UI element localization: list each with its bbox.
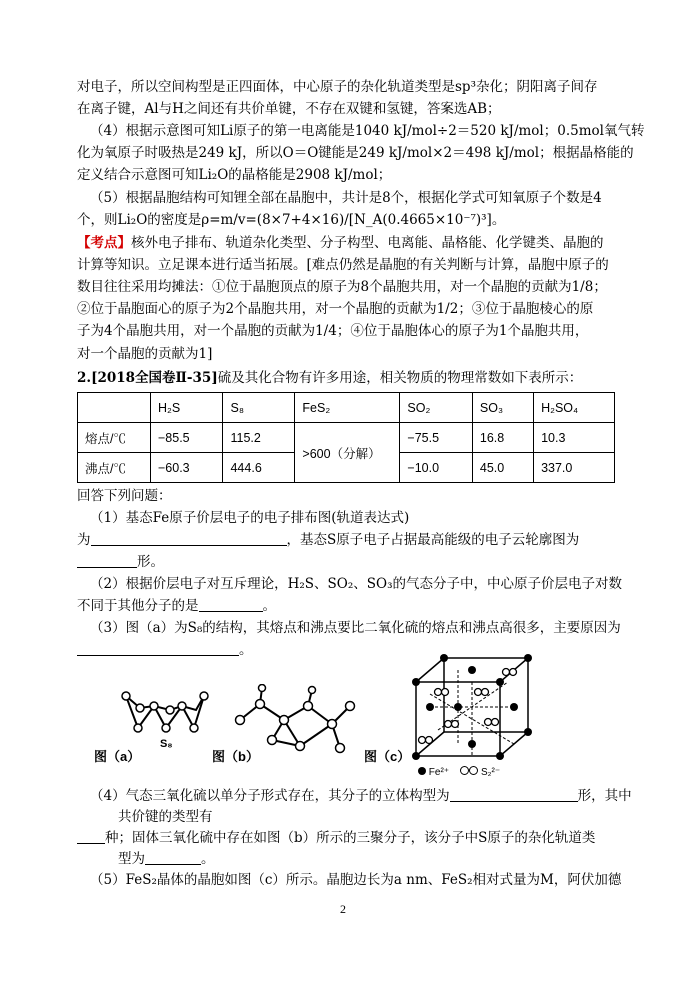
table-cell: 沸点/℃ xyxy=(78,453,151,483)
q1-line-c xyxy=(77,552,164,572)
answer-blank[interactable] xyxy=(145,850,201,865)
text-line-1: 对电子，所以空间构型是正四面体，中心原子的杂化轨道类型是sp³杂化；阴阳离子间存 xyxy=(77,79,598,95)
question-number: 2.[2018全国卷Ⅱ-35] xyxy=(77,370,218,386)
table-cell: H₂SO₄ xyxy=(534,393,615,423)
question-intro: 硫及其化合物有许多用途，相关物质的物理常数如下表所示： xyxy=(217,370,583,386)
table-cell xyxy=(78,393,151,423)
figure-a-label: 图（a） xyxy=(94,749,141,764)
page-number: 2 xyxy=(340,902,346,916)
table-cell: 444.6 xyxy=(223,453,295,483)
table-cell: S₈ xyxy=(223,393,295,423)
legend-s: S₂²⁻ xyxy=(480,767,501,778)
text-line-4: 化为氧原子时吸热是249 kJ，所以O＝O键能是249 kJ/mol×2＝498 kJ/mol；根据晶格能的 xyxy=(77,145,634,161)
s-ion-icon xyxy=(469,766,478,775)
table-cell: 337.0 xyxy=(534,453,615,483)
table-cell: 10.3 xyxy=(534,423,615,453)
kaodian-text: 核外电子排布、轨道杂化类型、分子构型、电离能、晶格能、化学键类、晶胞的 xyxy=(131,235,604,251)
table-cell: −60.3 xyxy=(151,453,223,483)
q2-text: 。 xyxy=(262,598,276,614)
text-line-7: 个，则Li₂O的密度是ρ=m/v=(8×7+4×16)/[N_A(0.4665×10⁻⁷)³]。 xyxy=(77,212,506,228)
q4-text: 型为 xyxy=(118,851,145,867)
q2-line-a: （2）根据价层电子对互斥理论，H₂S、SO₂、SO₃的气态分子中，中心原子价层电子对数 xyxy=(90,576,622,592)
q1-line-a: （1）基态Fe原子价层电子的电子排布图(轨道表达式) xyxy=(90,510,410,526)
table-cell: H₂S xyxy=(151,393,223,423)
q4-text: 形，其中 xyxy=(577,788,632,804)
table-cell: 45.0 xyxy=(472,453,533,483)
text-line-2: 在离子键，Al与H之间还有共价单键，不存在双键和氢键，答案选AB； xyxy=(77,101,501,117)
table-cell: SO₃ xyxy=(472,393,533,423)
table-cell: 115.2 xyxy=(223,423,295,453)
q1-line-b xyxy=(77,530,579,550)
table-cell: 熔点/℃ xyxy=(78,423,151,453)
q4-line-d xyxy=(118,849,215,869)
kaodian-line-4: ②位于晶胞面心的原子为2个晶胞共用，对一个晶胞的贡献为1/2；③位于晶胞棱心的原 xyxy=(77,301,594,317)
answer-intro: 回答下列问题： xyxy=(77,488,172,504)
kaodian-line-6: 对一个晶胞的贡献为1] xyxy=(77,346,213,362)
q3-text: 。 xyxy=(239,642,253,658)
table-cell-merged: >600（分解） xyxy=(295,423,400,483)
table-cell: SO₂ xyxy=(400,393,472,423)
table-cell: −10.0 xyxy=(400,453,472,483)
kaodian-line-2: 计算等知识。立足课本进行适当拓展。[难点仍然是晶胞的有关判断与计算，晶胞中原子的 xyxy=(77,257,609,273)
figure-a-sub: S₈ xyxy=(160,738,173,750)
legend-fe: Fe²⁺ xyxy=(428,767,450,778)
text-line-3: （4）根据示意图可知Li原子的第一电离能是1040 kJ/mol÷2＝520 kJ/mol；0.5mol氧气转 xyxy=(90,123,645,139)
table-cell: −75.5 xyxy=(400,423,472,453)
q1-text: ，基态S原子电子占据最高能级的电子云轮廓图为 xyxy=(286,532,580,548)
kaodian-line-5: 子为4个晶胞共用，对一个晶胞的贡献为1/4；④位于晶胞体心的原子为1个晶胞共用， xyxy=(77,323,589,339)
q2-text: 不同于其他分子的是 xyxy=(77,598,199,614)
figure-c-label: 图（c） xyxy=(364,749,411,764)
answer-blank[interactable] xyxy=(77,553,137,568)
q4-text: （4）气态三氧化硫以单分子形式存在，其分子的立体构型为 xyxy=(90,788,450,804)
q3-line-b xyxy=(77,640,253,660)
kaodian-line-1 xyxy=(77,233,604,253)
answer-blank[interactable] xyxy=(91,531,287,546)
q4-line-a xyxy=(90,786,632,806)
q1-text: 形。 xyxy=(137,554,164,570)
figure-b-label: 图（b） xyxy=(212,749,259,764)
text-line-6: （5）根据晶胞结构可知锂全部在晶胞中，共计是8个，根据化学式可知氧原子个数是4 xyxy=(90,190,602,206)
table-row-melting xyxy=(78,423,615,453)
fe-ion-icon xyxy=(418,767,426,775)
table-cell: 16.8 xyxy=(472,423,533,453)
answer-blank[interactable] xyxy=(450,787,578,802)
table-cell: FeS₂ xyxy=(295,393,400,423)
kaodian-line-3: 数目往往采用均摊法：①位于晶胞顶点的原子为8个晶胞共用，对一个晶胞的贡献为1/8； xyxy=(77,279,607,295)
physical-constants-table xyxy=(77,392,615,483)
q1-text: 为 xyxy=(77,532,91,548)
figure-c-legend xyxy=(418,766,500,778)
figure-a-s8-ring xyxy=(120,688,210,738)
text-line-5: 定义结合示意图可知Li₂O的晶格能是2908 kJ/mol； xyxy=(77,167,392,183)
answer-blank[interactable] xyxy=(77,641,239,656)
answer-blank[interactable] xyxy=(77,829,105,844)
q4-text: 种；固体三氧化硫中存在如图（b）所示的三聚分子，该分子中S原子的杂化轨道类 xyxy=(105,830,596,846)
q4-text: 。 xyxy=(201,851,215,867)
figure-c-fes2-unit-cell xyxy=(408,652,538,760)
answer-blank[interactable] xyxy=(199,597,263,612)
q5-line: （5）FeS₂晶体的晶胞如图（c）所示。晶胞边长为a nm、FeS₂相对式量为M，阿伏加德 xyxy=(90,872,622,888)
q3-line-a: （3）图（a）为S₈的结构，其熔点和沸点要比二氧化硫的熔点和沸点高很多，主要原因为 xyxy=(90,620,621,636)
q4-line-b: 共价键的类型有 xyxy=(118,809,213,825)
table-header-row xyxy=(78,393,615,423)
question-header-line xyxy=(77,368,582,388)
s-ion-icon xyxy=(460,766,469,775)
table-cell: −85.5 xyxy=(151,423,223,453)
q4-line-c xyxy=(77,828,595,848)
kaodian-tag: 【考点】 xyxy=(77,235,131,251)
q2-line-b xyxy=(77,596,276,616)
